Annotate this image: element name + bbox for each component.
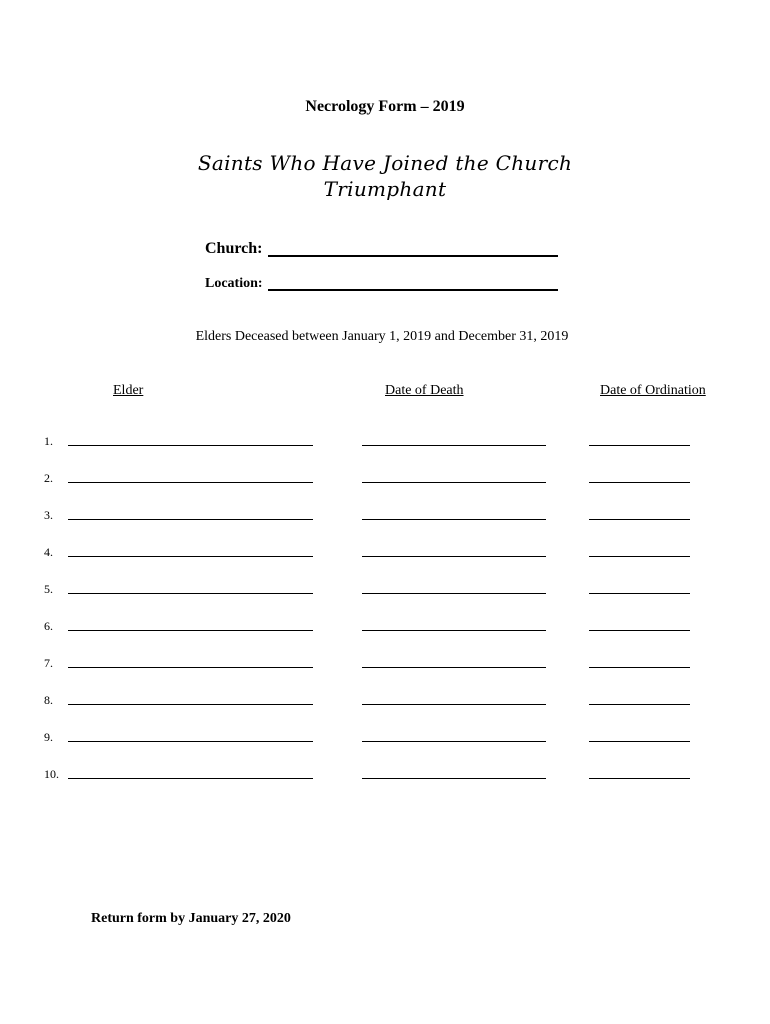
elder-name-blank[interactable] — [68, 629, 313, 631]
church-input-line[interactable] — [268, 254, 558, 257]
location-input-line[interactable] — [268, 288, 558, 291]
elder-name-blank[interactable] — [68, 777, 313, 779]
date-of-ordination-blank[interactable] — [589, 703, 690, 705]
date-of-death-blank[interactable] — [362, 555, 546, 557]
entry-number: 4. — [44, 545, 53, 559]
column-header-date-of-ordination: Date of Ordination — [600, 383, 706, 398]
date-of-ordination-blank[interactable] — [589, 740, 690, 742]
entry-number: 9. — [44, 730, 53, 744]
elder-name-blank[interactable] — [68, 703, 313, 705]
entry-number: 7. — [44, 656, 53, 670]
period-description: Elders Deceased between January 1, 2019 and December 31, 2019 — [195, 329, 569, 344]
date-of-ordination-blank[interactable] — [589, 777, 690, 779]
date-of-ordination-blank[interactable] — [589, 444, 690, 446]
elder-name-blank[interactable] — [68, 444, 313, 446]
date-of-death-blank[interactable] — [362, 666, 546, 668]
elder-name-blank[interactable] — [68, 518, 313, 520]
elder-name-blank[interactable] — [68, 666, 313, 668]
date-of-ordination-blank[interactable] — [589, 518, 690, 520]
location-field — [205, 274, 558, 294]
entry-number: 1. — [44, 434, 53, 448]
date-of-ordination-blank[interactable] — [589, 555, 690, 557]
date-of-ordination-blank[interactable] — [589, 481, 690, 483]
date-of-death-blank[interactable] — [362, 592, 546, 594]
entry-number: 10. — [44, 767, 59, 781]
column-header-date-of-death: Date of Death — [385, 383, 464, 398]
entry-number: 2. — [44, 471, 53, 485]
entry-number: 6. — [44, 619, 53, 633]
column-header-elder: Elder — [113, 383, 144, 398]
date-of-death-blank[interactable] — [362, 444, 546, 446]
entry-row — [44, 615, 744, 635]
return-deadline-note: Return form by January 27, 2020 — [91, 911, 291, 926]
entry-row — [44, 652, 744, 672]
elder-name-blank[interactable] — [68, 555, 313, 557]
date-of-ordination-blank[interactable] — [589, 666, 690, 668]
date-of-ordination-blank[interactable] — [589, 629, 690, 631]
date-of-ordination-blank[interactable] — [589, 592, 690, 594]
church-field — [205, 238, 558, 260]
entry-row — [44, 689, 744, 709]
subtitle-line-1: Saints Who Have Joined the Church — [197, 151, 573, 175]
entry-row — [44, 504, 744, 524]
elder-name-blank[interactable] — [68, 592, 313, 594]
date-of-death-blank[interactable] — [362, 629, 546, 631]
elder-name-blank[interactable] — [68, 481, 313, 483]
entry-row — [44, 430, 744, 450]
entry-row — [44, 467, 744, 487]
form-title: Necrology Form – 2019 — [305, 98, 465, 115]
subtitle-line-2: Triumphant — [323, 177, 447, 201]
date-of-death-blank[interactable] — [362, 740, 546, 742]
location-label: Location: — [205, 276, 263, 291]
date-of-death-blank[interactable] — [362, 481, 546, 483]
date-of-death-blank[interactable] — [362, 777, 546, 779]
entry-number: 8. — [44, 693, 53, 707]
elder-name-blank[interactable] — [68, 740, 313, 742]
church-label: Church: — [205, 240, 263, 257]
entry-row — [44, 541, 744, 561]
date-of-death-blank[interactable] — [362, 703, 546, 705]
form-subtitle — [0, 150, 770, 202]
entry-number: 5. — [44, 582, 53, 596]
date-of-death-blank[interactable] — [362, 518, 546, 520]
entry-row — [44, 726, 744, 746]
entry-row — [44, 763, 744, 783]
entry-number: 3. — [44, 508, 53, 522]
entry-row — [44, 578, 744, 598]
